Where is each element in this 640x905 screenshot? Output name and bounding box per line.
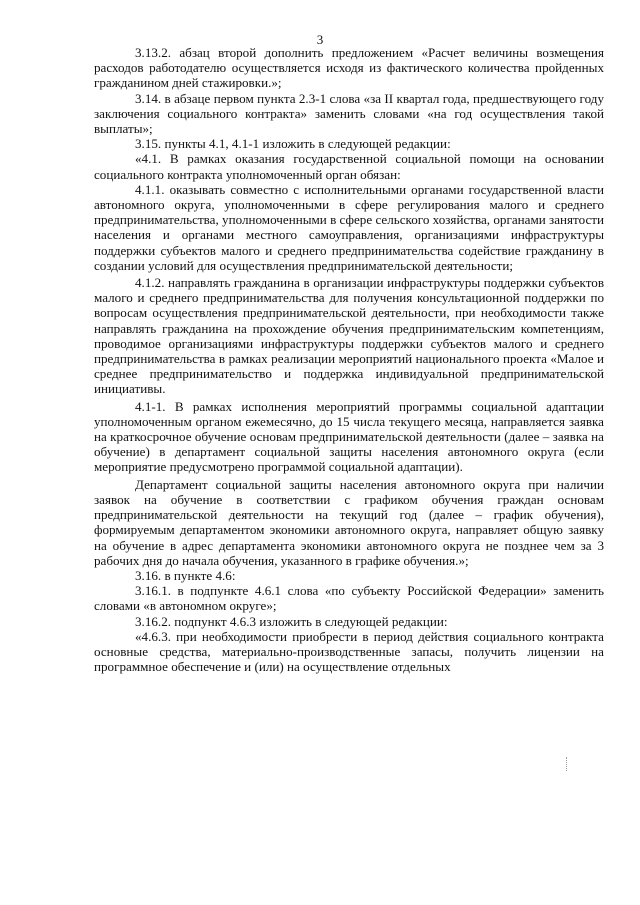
paragraph-4-6-3: «4.6.3. при необходимости приобрести в период действия социального контракта основные средства, материально-производственные запасы, получить лицензии на программное обеспечение и (или) на осуществление отдельных	[94, 628, 604, 675]
document-body	[94, 45, 604, 674]
paragraph-3-14: 3.14. в абзаце первом пункта 2.3-1 слова «за II квартал года, предшествующего году заключения социального контракта» заменить словами «на год осуществления такой выплаты»;	[94, 90, 604, 137]
paragraph-3-16-1: 3.16.1. в подпункте 4.6.1 слова «по субъекту Российской Федерации» заменить словами «в автономном округе»;	[94, 583, 604, 614]
paragraph-3-15: 3.15. пункты 4.1, 4.1-1 изложить в следующей редакции:	[135, 136, 451, 152]
page-number: 3	[316, 32, 324, 47]
paragraph-4-1: «4.1. В рамках оказания государственной социальной помощи на основании социального контракта уполномоченный орган обязан:	[94, 151, 604, 182]
paragraph-4-1-1: 4.1.1. оказывать совместно с исполнительными органами государственной власти автономного округа, уполномоченными в сфере регулирования малого и среднего предпринимательства, уполномоченными в сфере сельского хозяйства, органами занятости населения и органами местного самоуправления, организациями инфраструктуры поддержки субъектов малого и среднего предпринимательства содействие гражданину в создании условий для осуществления предпринимательской деятельности;	[94, 181, 604, 273]
paragraph-4-1-2: 4.1.2. направлять гражданина в организации инфраструктуры поддержки субъектов малого и среднего предпринимательства для получения консультационной поддержки по вопросам осуществления предпринимательской деятельности, при необходимости также направлять гражданина на прохождение обучения предпринимательским компетенциям, проводимое организациями инфраструктуры поддержки субъектов малого и среднего предпринимательства в рамках реализации мероприятий национального проекта «Малое и среднее предпринимательство и поддержка индивидуальной предпринимательской инициативы.	[94, 275, 604, 397]
margin-mark	[566, 757, 569, 771]
paragraph-department: Департамент социальной защиты населения автономного округа при наличии заявок на обучение в соответствии с графиком обучения граждан основам предпринимательской деятельности на текущий год (далее – график обучения), формируемым департаментом экономики автономного округа, направляет общую заявку на обучение в адрес департамента экономики автономного округа не позднее чем за 3 рабочих дня до начала обучения, указанного в графике обучения.»;	[94, 476, 604, 568]
paragraph-4-1-dash-1: 4.1-1. В рамках исполнения мероприятий программы социальной адаптации уполномоченным органом ежемесячно, до 15 числа текущего месяца, направляется заявка на краткосрочное обучение основам предпринимательской деятельности (далее – заявка на обучение) в департамент социальной защиты населения автономного округа (если мероприятие предусмотрено программой социальной адаптации).	[94, 398, 604, 475]
paragraph-3-13-2: 3.13.2. абзац второй дополнить предложением «Расчет величины возмещения расходов работодателю осуществляется исходя из фактического количества пройденных гражданином дней стажировки.»;	[94, 45, 604, 91]
paragraph-3-16-2: 3.16.2. подпункт 4.6.3 изложить в следующей редакции:	[135, 613, 448, 629]
paragraph-3-16: 3.16. в пункте 4.6:	[135, 567, 236, 583]
